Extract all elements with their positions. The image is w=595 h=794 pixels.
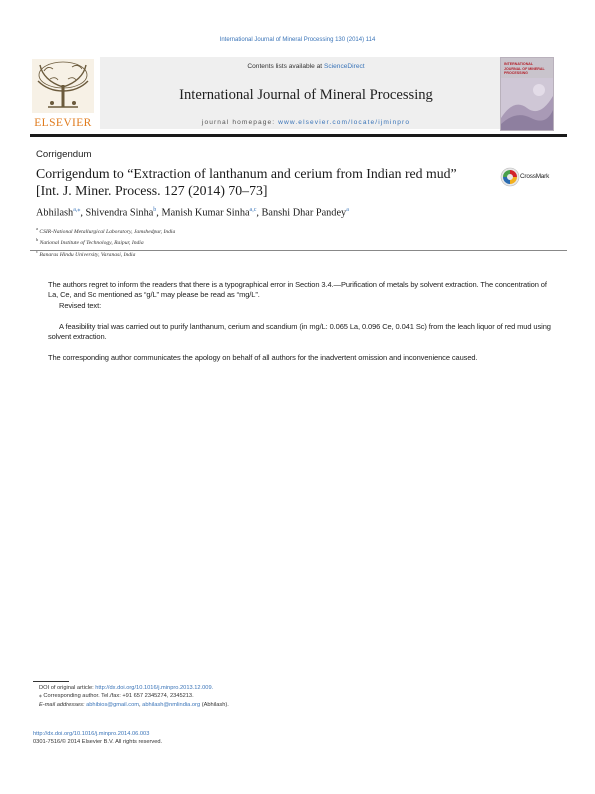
author-affiliation-mark[interactable]: a: [346, 207, 349, 213]
article-title-line-1: Corrigendum to “Extraction of lanthanum and cerium from Indian red mud”: [36, 166, 457, 181]
affiliation-item: [36, 236, 536, 247]
crossmark-label: CrossMark: [520, 173, 550, 180]
footnote-doi-label: DOI of original article:: [39, 685, 96, 691]
affiliation-text: Banaras Hindu University, Varanasi, India: [39, 251, 136, 258]
author-separator: ,: [156, 207, 162, 219]
email-label: E-mail addresses:: [39, 701, 87, 708]
revised-text-label: Revised text:: [59, 300, 102, 310]
section-divider: [30, 250, 567, 251]
author-separator: ,: [256, 207, 262, 219]
email-separator: ,: [139, 701, 143, 708]
footnote-corresponding-author: [39, 692, 539, 700]
email-suffix: (Abhilash).: [200, 701, 229, 708]
article-title-line-2: [Int. J. Miner. Process. 127 (2014) 70–73]: [36, 183, 268, 198]
journal-homepage: [100, 119, 512, 126]
header-rule: [30, 134, 567, 137]
author-name[interactable]: Abhilash: [36, 207, 74, 219]
article-title: [36, 165, 506, 199]
footnote-emails: [39, 701, 539, 709]
journal-title: International Journal of Mineral Processing: [179, 87, 433, 103]
contents-prefix: Contents lists available at: [247, 63, 324, 70]
homepage-link[interactable]: www.elsevier.com/locate/ijminpro: [278, 119, 411, 126]
cover-title: INTERNATIONAL JOURNAL OF MINERAL PROCESSING: [504, 62, 545, 75]
email-link-1[interactable]: abhibios@gmail.com: [86, 701, 139, 708]
affiliation-text: National Institute of Technology, Raipur, India: [39, 240, 144, 247]
body-paragraph-closing: The corresponding author communicates the apology on behalf of all authors for the inadvertent omission and inconvenience caused.: [48, 353, 478, 363]
author-separator: ,: [80, 207, 86, 219]
affiliation-mark: b: [36, 237, 39, 243]
page-footer: [33, 730, 433, 747]
corresponding-mark: ⁎: [39, 693, 42, 700]
journal-masthead: [30, 57, 567, 131]
author-name[interactable]: Banshi Dhar Pandey: [261, 207, 347, 219]
affiliation-mark: c: [36, 248, 38, 254]
body-paragraph: The authors regret to inform the readers that there is a typographical error in Section 3.4.—Purification of metals by solvent extraction. The concentration of La, Ce, and Sc mentioned as “g/L” may please be read as “mg/L”.: [48, 280, 547, 300]
journal-banner: [100, 57, 512, 129]
article-doi-link[interactable]: http://dx.doi.org/10.1016/j.minpro.2014.06.003: [33, 731, 150, 737]
homepage-prefix: journal homepage:: [201, 119, 279, 126]
crossmark-badge[interactable]: [500, 166, 560, 188]
elsevier-tree-icon: [30, 57, 96, 115]
affiliation-mark: a: [36, 226, 38, 231]
author-affiliation-mark[interactable]: a,c: [249, 207, 257, 213]
journal-cover-thumbnail[interactable]: [500, 57, 554, 131]
affiliation-list: [36, 225, 536, 259]
crossmark-icon: [500, 167, 520, 187]
article-type: Corrigendum: [36, 149, 92, 160]
contents-line: [100, 63, 512, 70]
copyright-notice: 0301-7516/© 2014 Elsevier B.V. All rights reserved.: [33, 739, 163, 746]
email-link-2[interactable]: abhilash@nmlindia.org: [142, 701, 201, 708]
author-list: [36, 206, 556, 218]
affiliation-item: [36, 225, 536, 236]
elsevier-wordmark: ELSEVIER: [34, 117, 92, 129]
author-affiliation-mark[interactable]: a,⁎: [73, 207, 81, 213]
affiliation-text: CSIR-National Metallurgical Laboratory, Jamshedpur, India: [39, 228, 176, 235]
corresponding-author-text: Corresponding author. Tel./fax: +91 657 2345274, 2345213.: [41, 693, 194, 700]
sciencedirect-link[interactable]: ScienceDirect: [323, 63, 365, 70]
revised-text-quote: A feasibility trial was carried out to purify lanthanum, cerium and scandium (in mg/L: 0.065 La, 0.096 Ce, 0.041 Sc) from the leach liquor of red mud using solvent extraction.: [48, 321, 551, 342]
author-name[interactable]: Shivendra Sinha: [85, 207, 154, 219]
footnotes: [39, 684, 539, 709]
footnote-rule: [33, 681, 69, 682]
author-affiliation-mark[interactable]: b: [153, 207, 157, 213]
article-body: [48, 280, 553, 364]
author-name[interactable]: Manish Kumar Sinha: [161, 207, 250, 219]
cover-artwork-icon: [501, 78, 553, 130]
footnote-original-doi: [39, 684, 539, 692]
original-article-doi-link[interactable]: http://dx.doi.org/10.1016/j.minpro.2013.12.009.: [95, 685, 214, 691]
elsevier-logo[interactable]: [30, 57, 96, 129]
journal-reference[interactable]: International Journal of Mineral Processing 130 (2014) 114: [219, 37, 376, 43]
